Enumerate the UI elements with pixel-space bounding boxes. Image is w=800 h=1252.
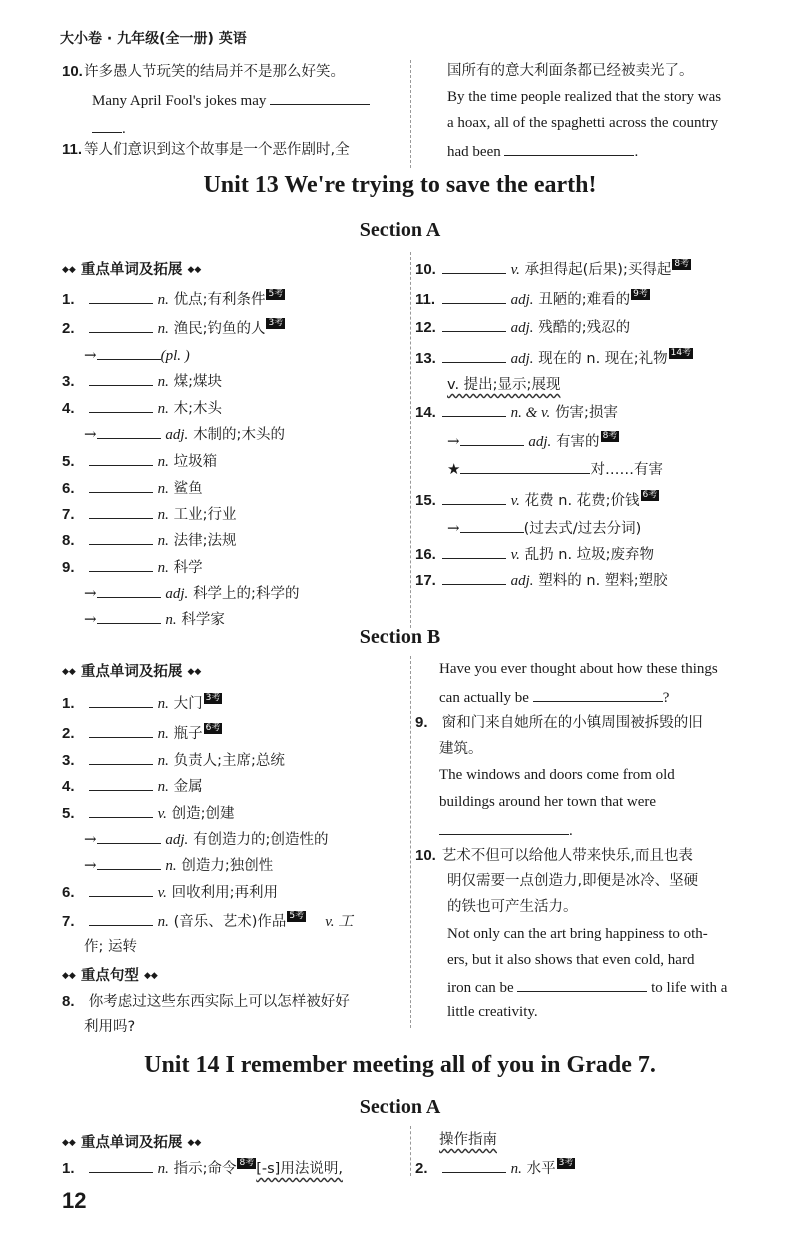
- section-heading: ◆◆ 重点句型 ◆◆: [62, 968, 158, 984]
- answer-blank[interactable]: [442, 289, 506, 304]
- vocab-item: 2. n. 水平 3考: [415, 1158, 574, 1177]
- exam-count-badge: 3考: [558, 1158, 574, 1168]
- answer-blank[interactable]: [517, 977, 647, 992]
- answer-blank[interactable]: [460, 431, 524, 446]
- answer-blank[interactable]: [460, 518, 524, 533]
- vocab-item: 5. n. 垃圾箱: [62, 453, 218, 470]
- vocab-item: 8. n. 法律;法规: [62, 532, 237, 549]
- answer-blank[interactable]: [89, 398, 153, 413]
- section-a-title: Section A: [359, 1096, 441, 1118]
- answer-blank[interactable]: [89, 693, 153, 708]
- question-11-cont: 国所有的意大利面条都已经被卖光了。: [447, 63, 694, 79]
- question-11-english-1: By the time people realized that the story was: [447, 89, 722, 105]
- exam-count-badge: 5考: [268, 289, 284, 299]
- vocab-item: 1. n. 大门 3考: [62, 693, 221, 712]
- answer-blank[interactable]: [270, 90, 370, 105]
- answer-blank[interactable]: [89, 530, 153, 545]
- vocab-item: 7. n. 工业;行业: [62, 506, 237, 523]
- vocab-phrase: ★ 对……有害: [447, 460, 663, 478]
- sentence-10-english-4: little creativity.: [447, 1004, 538, 1020]
- sentence-10-english-3: iron can be to life with a: [447, 977, 727, 997]
- sentence-10-cont-2: 的铁也可产生活力。: [447, 899, 578, 915]
- vocab-item: 5. v. 创造;创建: [62, 805, 235, 822]
- vocab-item: 6. n. 鲨鱼: [62, 480, 203, 497]
- answer-blank[interactable]: [89, 776, 153, 791]
- vocab-derivative: → n. 创造力;独创性: [84, 856, 274, 874]
- section-heading: ◆◆ 重点单词及拓展 ◆◆: [62, 1135, 202, 1151]
- answer-blank[interactable]: [97, 583, 161, 598]
- vocab-item: 3. n. 煤;煤块: [62, 373, 222, 390]
- answer-blank[interactable]: [442, 490, 506, 505]
- page-header: 大小卷 · 九年级(全一册) 英语: [60, 31, 247, 47]
- vocab-item: 10. v. 承担得起(后果);买得起 8考: [415, 259, 690, 278]
- vocab-derivative: → adj. 木制的;木头的: [84, 425, 285, 443]
- vocab-derivative: → adj. 有创造力的;创造性的: [84, 830, 329, 848]
- vocab-meaning-cont: 作; 运转: [84, 939, 137, 955]
- answer-blank[interactable]: [442, 259, 506, 274]
- page-number: 12: [62, 1188, 87, 1213]
- column-divider: [410, 1126, 411, 1176]
- vocab-derivative: → n. 科学家: [84, 610, 225, 628]
- exam-count-badge: 14考: [670, 348, 692, 358]
- question-10-english-end: .: [92, 118, 126, 138]
- question-11-english-2: a hoax, all of the spaghetti across the country: [447, 115, 719, 131]
- section-heading: ◆◆ 重点单词及拓展 ◆◆: [62, 664, 202, 680]
- exam-count-badge: 6考: [642, 490, 658, 500]
- answer-blank[interactable]: [89, 1158, 153, 1173]
- answer-blank[interactable]: [504, 141, 634, 156]
- answer-blank[interactable]: [89, 557, 153, 572]
- question-10: 10.许多愚人节玩笑的结局并不是那么好笑。: [62, 63, 345, 80]
- section-b-title: Section B: [359, 626, 441, 648]
- sentence-9-english-3: .: [439, 820, 573, 840]
- answer-blank[interactable]: [97, 345, 161, 360]
- answer-blank[interactable]: [460, 459, 590, 474]
- vocab-item: 11. adj. 丑陋的;难看的 9考: [415, 289, 648, 308]
- exam-count-badge: 8考: [602, 431, 618, 441]
- unit-14-title: Unit 14 I remember meeting all of you in Grade 7.: [144, 1052, 656, 1078]
- answer-blank[interactable]: [533, 687, 663, 702]
- sentence-8: 8. 你考虑过这些东西实际上可以怎样被好好: [62, 993, 350, 1010]
- answer-blank[interactable]: [442, 544, 506, 559]
- vocab-item: 2. n. 渔民;钓鱼的人 3考: [62, 318, 284, 337]
- exam-count-badge: 5考: [289, 911, 305, 921]
- exam-count-badge: 8考: [239, 1158, 255, 1168]
- vocab-item: 6. v. 回收利用;再利用: [62, 884, 279, 901]
- vocab-item: 9. n. 科学: [62, 559, 203, 576]
- answer-blank[interactable]: [89, 371, 153, 386]
- answer-blank[interactable]: [97, 829, 161, 844]
- answer-blank[interactable]: [89, 911, 153, 926]
- column-divider: [410, 252, 411, 628]
- answer-blank[interactable]: [89, 723, 153, 738]
- vocab-item: 3. n. 负责人;主席;总统: [62, 752, 285, 769]
- vocab-item: 16. v. 乱扔 n. 垃圾;废弃物: [415, 546, 655, 563]
- sentence-10-english-1: Not only can the art bring happiness to oth-: [447, 926, 708, 942]
- answer-blank[interactable]: [89, 504, 153, 519]
- vocab-derivative: → adj. 科学上的;科学的: [84, 584, 300, 602]
- sentence-8-english-2: can actually be ?: [439, 687, 669, 707]
- exam-count-badge: 3考: [268, 318, 284, 328]
- answer-blank[interactable]: [89, 803, 153, 818]
- section-heading: ◆◆ 重点单词及拓展 ◆◆: [62, 262, 202, 278]
- vocab-item: 1. n. 指示;命令 8考 [-s]用法说明,: [62, 1158, 343, 1177]
- vocab-item: 7. n. (音乐、艺术)作品 5考 v. 工: [62, 911, 354, 930]
- vocab-derivative: → (pl. ): [84, 346, 190, 364]
- answer-blank[interactable]: [92, 118, 122, 133]
- vocab-item: 13. adj. 现在的 n. 现在;礼物 14考: [415, 348, 692, 367]
- sentence-9-english-2: buildings around her town that were: [439, 794, 657, 810]
- vocab-item: 2. n. 瓶子 6考: [62, 723, 221, 742]
- answer-blank[interactable]: [442, 570, 506, 585]
- answer-blank[interactable]: [89, 318, 153, 333]
- vocab-derivative: → adj. 有害的 8考: [447, 431, 618, 450]
- column-divider: [410, 60, 411, 168]
- vocab-item: 4. n. 木;木头: [62, 400, 222, 417]
- answer-blank[interactable]: [89, 750, 153, 765]
- vocab-item: 12. adj. 残酷的;残忍的: [415, 319, 631, 336]
- vocab-derivative: → (过去式/过去分词): [447, 519, 642, 537]
- answer-blank[interactable]: [442, 317, 506, 332]
- sentence-9-cont: 建筑。: [439, 741, 483, 757]
- answer-blank[interactable]: [97, 424, 161, 439]
- star-icon: ★: [447, 460, 461, 478]
- answer-blank[interactable]: [97, 855, 161, 870]
- answer-blank[interactable]: [439, 820, 569, 835]
- sentence-10-english-2: ers, but it also shows that even cold, hard: [447, 952, 695, 968]
- vocab-meaning-cont: v. 提出;显示;展现: [447, 377, 561, 393]
- vocab-item: 4. n. 金属: [62, 778, 203, 795]
- unit-13-title: Unit 13 We're trying to save the earth!: [203, 172, 597, 198]
- exam-count-badge: 9考: [633, 289, 648, 299]
- vocab-meaning-cont: 操作指南: [439, 1132, 497, 1148]
- exam-count-badge: 3考: [205, 693, 221, 703]
- vocab-item: 1. n. 优点;有利条件 5考: [62, 289, 284, 308]
- vocab-item: 15. v. 花费 n. 花费;价钱 6考: [415, 490, 658, 509]
- answer-blank[interactable]: [89, 478, 153, 493]
- answer-blank[interactable]: [442, 402, 506, 417]
- question-10-english: Many April Fool's jokes may: [92, 90, 370, 110]
- sentence-10: 10. 艺术不但可以给他人带来快乐,而且也表: [415, 847, 693, 864]
- vocab-item: 14. n. & v. 伤害;损害: [415, 404, 618, 421]
- exam-count-badge: 6考: [205, 723, 221, 733]
- answer-blank[interactable]: [89, 289, 153, 304]
- sentence-8-english-1: Have you ever thought about how these things: [439, 661, 718, 677]
- vocab-item: 17. adj. 塑料的 n. 塑料;塑胶: [415, 572, 668, 589]
- answer-blank[interactable]: [89, 882, 153, 897]
- answer-blank[interactable]: [442, 348, 506, 363]
- answer-blank[interactable]: [442, 1158, 506, 1173]
- question-11-english-3: had been .: [447, 141, 638, 161]
- answer-blank[interactable]: [89, 451, 153, 466]
- sentence-10-cont-1: 明仅需要一点创造力,即便是冰冷、坚硬: [447, 873, 699, 889]
- exam-count-badge: 8考: [674, 259, 690, 269]
- sentence-9: 9. 窗和门来自她所在的小镇周围被拆毁的旧: [415, 714, 703, 731]
- section-a-title: Section A: [359, 219, 441, 241]
- column-divider: [410, 656, 411, 1028]
- question-11: 11. 等人们意识到这个故事是一个恶作剧时,全: [62, 141, 350, 158]
- answer-blank[interactable]: [97, 609, 161, 624]
- sentence-9-english-1: The windows and doors come from old: [439, 767, 675, 783]
- sentence-8-cont: 利用吗?: [84, 1019, 136, 1035]
